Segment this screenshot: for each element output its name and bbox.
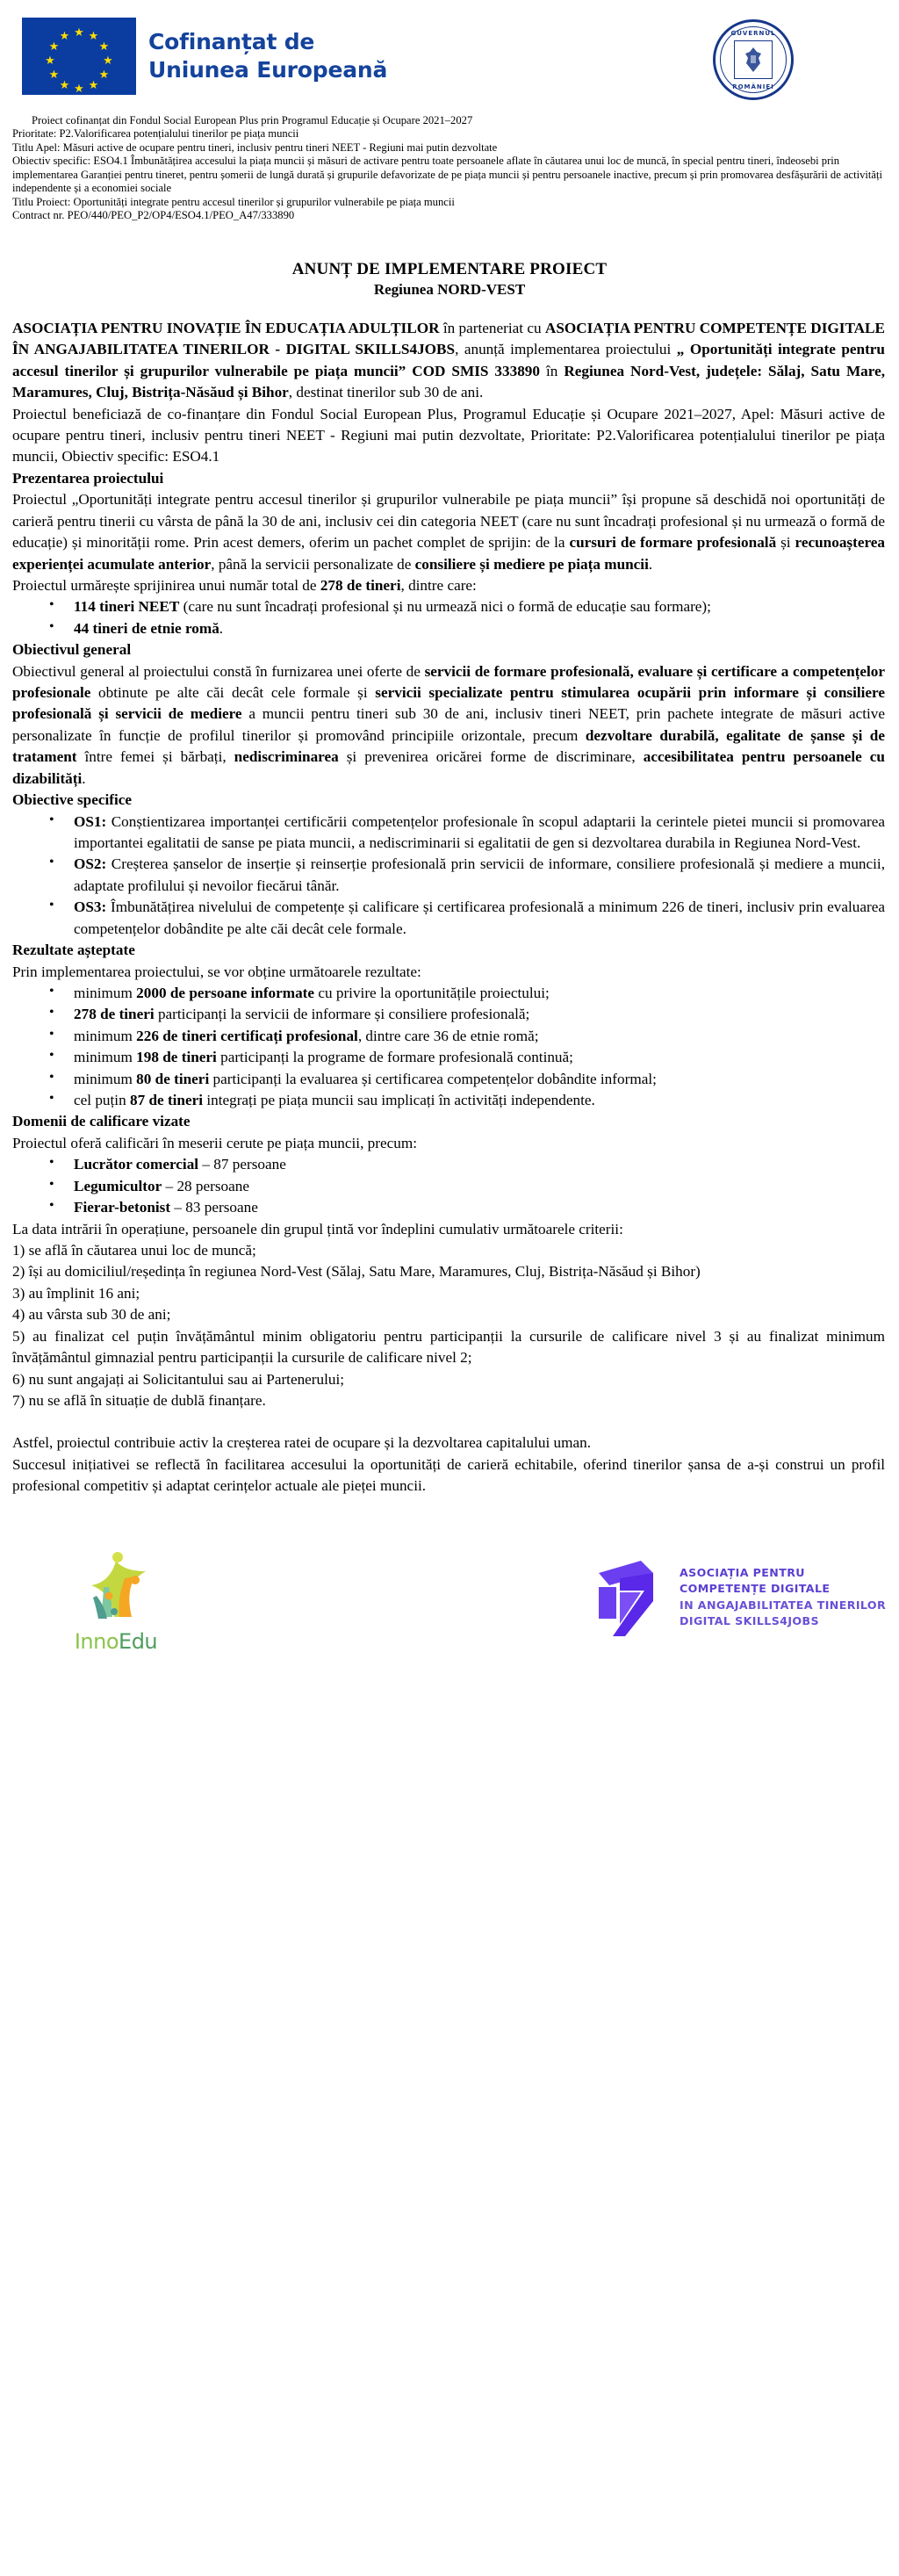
footer-logo-strip	[0, 1497, 899, 1664]
og-bold-egalitate: dezvoltare durabilă, egalitate de șanse și de tratament	[12, 726, 885, 766]
results-lead: Prin implementarea proiectului, se vor obține următoarele rezultate:	[12, 963, 421, 980]
closing-paragraph-2: Succesul inițiativei se reflectă în facilitarea accesului la oportunități de carieră echitabile, oferind tinerilor șansa de a-și construi un profil profesional competitiv și adaptat cerințelor actuale ale pieței muncii.	[12, 1455, 885, 1495]
res5-post: integrați pe piața muncii sau implicați în activități independente.	[203, 1092, 595, 1109]
og-f: .	[82, 769, 86, 787]
og-c: a muncii pentru tineri sub 30 de ani, inclusiv tineri NEET, prin pachete integrate de măsuri active personalizate în funcție de profilul tinerilor și promovând principiile orizontale, precum	[12, 705, 886, 744]
prez-b: își propune să deschidă noi oportunități de carieră pentru tinerii cu vârsta de până la 30 de ani, inclusiv cei din categoria NEET (care nu sunt încadrați profesional și nu urmează o formă de educație) și minorității rome. Prin acest demers, oferim un pachet complet de sprijin: de la	[12, 491, 885, 552]
eu-logo-text	[148, 28, 387, 85]
res2-post: , dintre care 36 de etnie romă;	[357, 1027, 539, 1044]
og-bold-mediere: servicii specializate pentru stimularea ocupării prin informare și consiliere profesională și servicii de mediere	[12, 684, 886, 723]
res3-pre: minimum	[74, 1049, 137, 1066]
res4-pre: minimum	[74, 1070, 137, 1087]
page-subtitle: Regiunea NORD-VEST	[373, 280, 526, 298]
list-item	[61, 983, 885, 1004]
res2-bold: 226 de tineri certificați profesional	[136, 1027, 358, 1044]
seal-bottom-text: ROMÂNIEI	[732, 83, 774, 90]
criteria-item-2: 2) își au domiciliul/reședința în regiunea Nord-Vest (Sălaj, Satu Mare, Maramures, Cluj, Bistrița-Năsăud și Bihor)	[12, 1263, 701, 1281]
criteria-item-6: 6) nu sunt angajați ai Solicitantului sau ai Partenerului;	[12, 1370, 345, 1388]
intro-connector-3: în	[539, 362, 565, 379]
closing-paragraph-1: Astfel, proiectul contribuie activ la creșterea ratei de ocupare și la dezvoltarea capitalului uman.	[12, 1434, 592, 1452]
cofinance-paragraph: Proiectul beneficiază de co-finanțare din Fondul Social European Plus, Programul Educație și Ocupare 2021–2027, Apel: Măsuri active de ocupare pentru tineri, inclusiv pentru tineri NEET - Regiuni mai putin dezvoltate, Prioritate: P2.Valorificarea potențialului tinerilor pe piața muncii, Obiectiv specific: ESO4.1	[12, 405, 885, 465]
meta-line-project-title: Titlu Proiect: Oportunități integrate pentru accesul tinerilor și grupurilor vulnerabile pe piața muncii	[12, 195, 455, 208]
intro-connector-1: în parteneriat cu	[439, 319, 545, 336]
innoedu-word-inno: Inno	[74, 1628, 119, 1654]
res3-bold: 198 de tineri	[136, 1049, 217, 1066]
meta-line-call-title: Titlu Apel: Măsuri active de ocupare pentru tineri, inclusiv pentru tineri NEET - Regiuni mai putin dezvoltate	[12, 141, 498, 154]
qual2-count: – 83 persoane	[170, 1199, 258, 1216]
prez-d: , până la servicii personalizate de	[211, 555, 415, 573]
prez-e: .	[648, 555, 653, 573]
seal-top-text: GUVERNUL	[730, 30, 776, 37]
criteria-item-5: 5) au finalizat cel puțin învățământul minim obligatoriu pentru participanții la cursurile de calificare nivel 3 și au finalizat minimum învățământul gimnazial pentru participanții la cursurile de calificare nivel 2;	[12, 1327, 885, 1367]
innoedu-wordmark	[63, 1628, 169, 1654]
criteria-item-7: 7) nu se află în situație de dublă finanțare.	[12, 1391, 266, 1409]
res1-post: participanți la servicii de informare și consiliere profesională;	[154, 1006, 530, 1023]
prez-project-quote: „Oportunități integrate pentru accesul tinerilor și grupurilor vulnerabile pe piața muncii”	[71, 491, 618, 509]
list-item	[61, 618, 885, 639]
meta-line-priority: Prioritate: P2.Valorificarea potențialului tinerilor pe piața muncii	[12, 127, 299, 141]
meta-line-specific-objective: Obiectiv specific: ESO4.1 Îmbunătățirea accesului la piața muncii și măsuri de activare pentru toate persoanele aflate în căutarea unui loc de muncă, în special pentru tineri, îndeosebi prin implementarea Garanției pentru tineret, pentru șomerii de lungă durată și grupurile defavorizate de pe piața muncii și pentru persoanele inactive, precum și prin promovarea desfășurării de activități independente și a economiei sociale	[12, 155, 883, 195]
res0-post: cu privire la oportunitățile proiectului;	[314, 984, 550, 1001]
res1-bold: 278 de tineri	[74, 1006, 155, 1023]
innoedu-mark-icon	[74, 1545, 158, 1629]
innoedu-logo	[63, 1545, 169, 1652]
res0-bold: 2000 de persoane informate	[136, 984, 315, 1001]
os1-text: Conștientizarea importanței certificării competențelor profesionale în scopul adaptarii la cerintele pietei muncii si promovarea importantei egalitatii de sanse pe piata muncii, a nediscriminarii si egalitatii de gen si dezvoltarea durabila in Regiunea Nord-Vest.	[74, 812, 885, 851]
document-body	[0, 318, 899, 1497]
list-item	[61, 1026, 885, 1047]
meta-line-cofinance: Proiect cofinanțat din Fondul Social European Plus prin Programul Educație și Ocupare 2021–2027	[32, 114, 473, 126]
qual0-name: Lucrător comercial	[74, 1156, 199, 1173]
list-item	[61, 1090, 885, 1111]
list-item	[61, 1047, 885, 1068]
prez-c: și	[776, 534, 795, 552]
project-region-counties: Regiunea Nord-Vest, județele: Sălaj, Satu Mare, Maramures, Cluj, Bistrița-Năsăud și Bihor	[12, 362, 886, 401]
os2-label: OS2:	[74, 855, 107, 873]
os3-label: OS3:	[74, 898, 107, 916]
heading-obiective-specifice: Obiective specifice	[12, 791, 133, 809]
list-item	[61, 897, 885, 940]
seal-inner-field	[734, 40, 773, 79]
qual1-count: – 28 persoane	[162, 1177, 250, 1194]
qualification-list	[12, 1154, 885, 1218]
total-b: , dintre care:	[400, 576, 477, 594]
heading-prezentarea-proiectului: Prezentarea proiectului	[12, 469, 164, 487]
prez-bold-cursuri: cursuri de formare profesională	[569, 534, 777, 552]
intro-tail: , destinat tinerilor sub 30 de ani.	[288, 384, 484, 401]
criteria-item-4: 4) au vârsta sub 30 de ani;	[12, 1306, 171, 1324]
list-item	[61, 812, 885, 855]
og-b: obtinute pe alte căi decât cele formale și	[90, 684, 376, 702]
eu-logo-line1: Cofinanțat de	[148, 28, 315, 54]
og-a: Obiectivul general al proiectului constă în furnizarea unei oferte de	[12, 662, 425, 680]
digital-skills4jobs-logo	[590, 1552, 886, 1643]
list-item	[61, 854, 885, 897]
os2-text: Creșterea șanselor de inserție și reinserție profesională prin servicii de informare, consiliere profesională și mediere a muncii, adaptate profilului și nevoilor fiecărui tânăr.	[74, 855, 885, 894]
dskills-wordmark	[680, 1565, 886, 1629]
res2-pre: minimum	[74, 1027, 137, 1044]
og-d: între femei și bărbați,	[76, 748, 234, 766]
res5-bold: 87 de tineri	[129, 1092, 204, 1109]
romania-government-seal-icon	[713, 19, 794, 100]
total-beneficiaries-paragraph	[12, 575, 885, 596]
neet-count: 114 tineri NEET	[74, 598, 180, 616]
qual0-count: – 87 persoane	[198, 1156, 286, 1173]
heading-obiectivul-general: Obiectivul general	[12, 641, 132, 659]
og-bold-nediscriminare: nediscriminarea	[234, 748, 339, 766]
list-item	[61, 1154, 885, 1175]
criteria-item-3: 3) au împlinit 16 ani;	[12, 1284, 140, 1302]
intro-paragraph	[12, 318, 885, 404]
heading-rezultate-asteptate: Rezultate așteptate	[12, 942, 135, 959]
project-title-smis: „ Oportunități integrate pentru accesul tinerilor și grupurilor vulnerabile pe piața muncii” COD SMIS 333890	[12, 341, 885, 379]
res0-pre: minimum	[74, 984, 137, 1001]
eu-flag-icon: ★ ★ ★ ★ ★ ★ ★ ★ ★ ★ ★ ★	[22, 18, 136, 95]
list-item	[61, 1176, 885, 1197]
prez-a: Proiectul	[12, 491, 72, 509]
dskills-mark-icon	[590, 1552, 665, 1643]
criteria-lead: La data intrării în operațiune, persoanele din grupul țintă vor îndeplini cumulativ următoarele criterii:	[12, 1220, 623, 1237]
og-bold-formare: servicii de formare profesională, evaluare și certificare a competențelor profesionale	[12, 662, 885, 702]
res3-post: participanți la programe de formare profesională continuă;	[216, 1049, 573, 1066]
roma-count: 44 tineri de etnie romă	[74, 619, 219, 637]
neet-desc: (care nu sunt încadrați profesional și nu urmează nici o formă de educație sau formare);	[179, 598, 711, 616]
prez-bold-consiliere: consiliere și mediere pe piața muncii	[414, 555, 649, 573]
general-objective-paragraph	[12, 661, 885, 790]
eu-cofinancing-logo	[22, 18, 387, 95]
criteria-item-1: 1) se află în căutarea unui loc de muncă;	[12, 1242, 256, 1259]
og-bold-accesibilitate: accesibilitatea pentru persoanele cu dizabilități	[12, 748, 885, 787]
project-meta-block	[0, 112, 899, 223]
eu-logo-line2: Uniunea Europeană	[148, 57, 388, 83]
qual1-name: Legumicultor	[74, 1177, 162, 1194]
os1-label: OS1:	[74, 812, 107, 830]
header-logo-strip	[0, 0, 899, 112]
res4-post: participanți la evaluarea și certificarea competențelor dobândite informal;	[209, 1070, 657, 1087]
prezentare-paragraph	[12, 489, 885, 575]
dskills-line-2: COMPETENȚE DIGITALE	[680, 1582, 831, 1596]
intro-connector-2: , anunță implementarea proiectului	[455, 341, 677, 358]
innoedu-word-edu: Edu	[119, 1628, 158, 1654]
page-title: ANUNȚ DE IMPLEMENTARE PROIECT	[291, 259, 608, 278]
expected-results-list	[12, 983, 885, 1112]
heading-domenii-calificare: Domenii de calificare vizate	[12, 1113, 191, 1130]
total-count: 278 de tineri	[320, 576, 401, 594]
eagle-crest-icon	[742, 46, 765, 74]
beneficiaries-list	[12, 596, 885, 639]
dskills-line-4: DIGITAL SKILLS4JOBS	[680, 1613, 819, 1627]
res5-pre: cel puțin	[74, 1092, 130, 1109]
qualification-lead: Proiectul oferă calificări în meserii cerute pe piața muncii, precum:	[12, 1134, 417, 1151]
partner-org-1: ASOCIAȚIA PENTRU INOVAȚIE ÎN EDUCAȚIA ADULȚILOR	[12, 319, 440, 336]
list-item	[61, 1069, 885, 1090]
dskills-line-3: IN ANGAJABILITATEA TINERILOR	[680, 1598, 887, 1612]
os3-text: Îmbunătățirea nivelului de competențe și calificare și certificarea profesională a minimum 226 de tineri, inclusiv prin evaluarea competențelor dobândite pe alte căi decât cele formale.	[74, 898, 885, 937]
total-a: Proiectul urmărește sprijinirea unui număr total de	[12, 576, 320, 594]
og-e: și prevenirea oricărei forme de discriminare,	[338, 748, 644, 766]
res4-bold: 80 de tineri	[136, 1070, 210, 1087]
prez-bold-recunoastere: recunoașterea experienței acumulate anterior	[12, 534, 885, 573]
meta-line-contract-number: Contract nr. PEO/440/PEO_P2/OP4/ESO4.1/PEO_A47/333890	[12, 209, 295, 222]
list-item	[61, 596, 885, 617]
dskills-line-1: ASOCIAȚIA PENTRU	[680, 1566, 805, 1580]
spacer	[12, 1411, 885, 1432]
list-item	[61, 1004, 885, 1025]
specific-objectives-list	[12, 812, 885, 941]
list-item	[61, 1197, 885, 1218]
roma-desc: .	[219, 619, 224, 637]
partner-org-2: ASOCIAȚIA PENTRU COMPETENȚE DIGITALE ÎN ANGAJABILITATEA TINERILOR - DIGITAL SKILLS4JOBS	[12, 319, 885, 358]
qual2-name: Fierar-betonist	[74, 1199, 171, 1216]
